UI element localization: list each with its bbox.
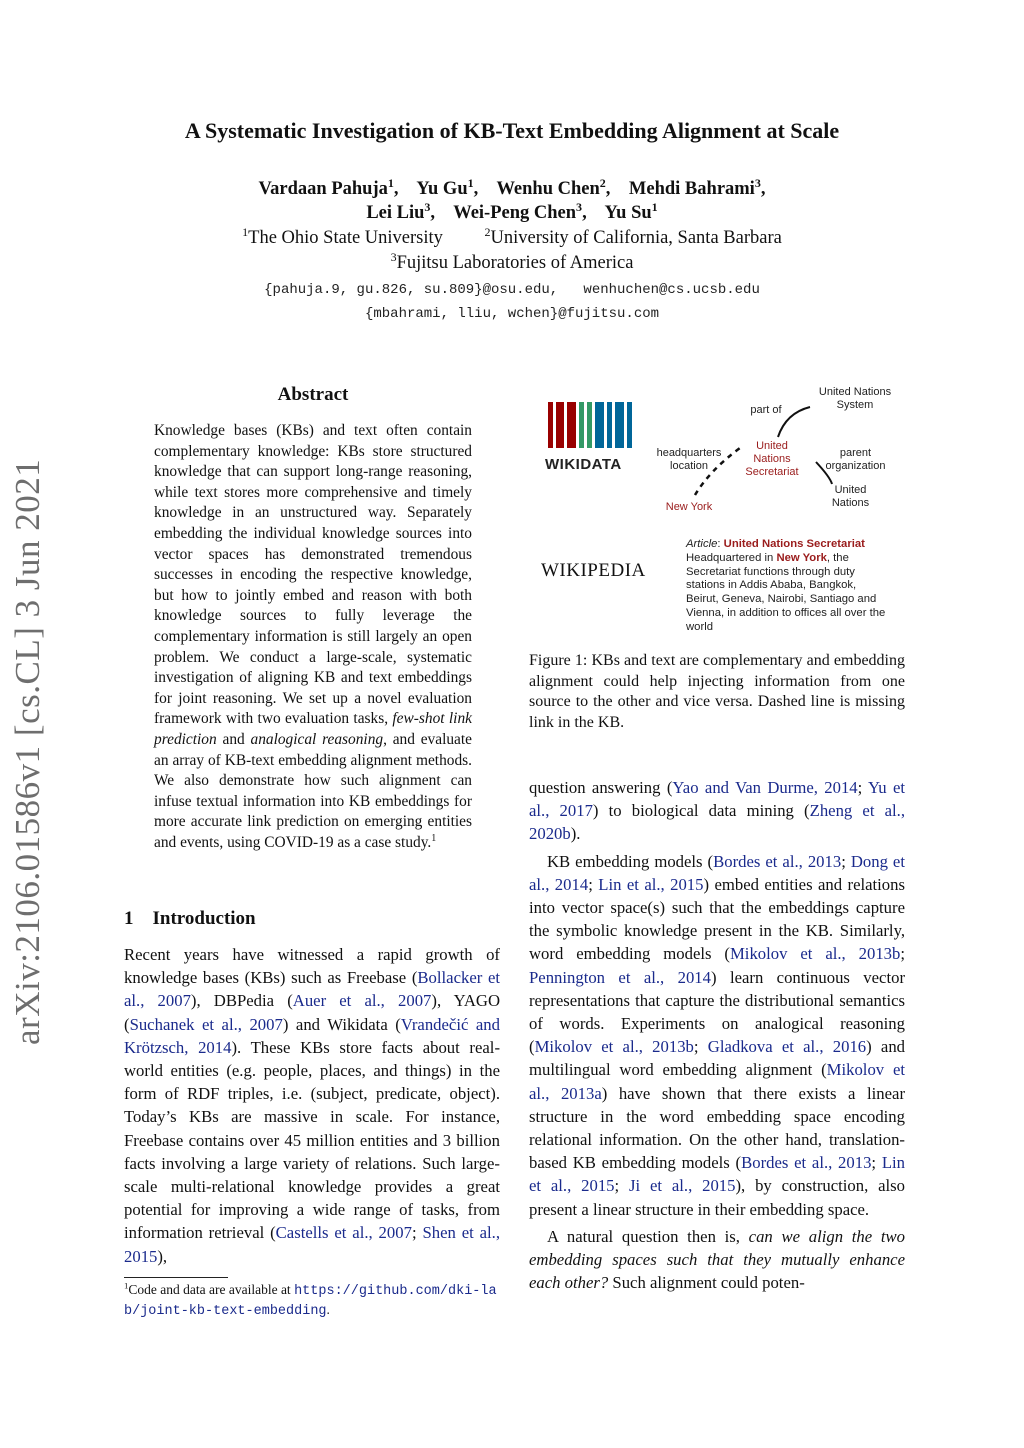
- author-affiliation-mark: 1: [387, 175, 394, 190]
- abstract-task-analogical: analogical reasoning: [250, 730, 384, 748]
- paragraph-text: ), DBPedia (: [190, 991, 293, 1011]
- citation-link[interactable]: Auer et al., 2007: [292, 991, 432, 1011]
- citation-link[interactable]: Yu et al., 2017: [529, 778, 905, 821]
- affiliation-mark: 2: [484, 224, 491, 239]
- citation-link[interactable]: Ji et al., 2015: [629, 1176, 736, 1196]
- figure-1-caption: Figure 1: KBs and text are complementary and embedding alignment could help injecting information from one source to the other and vice versa. Dashed line is missing link in the KB.: [529, 652, 905, 731]
- footnote-mark: 1: [124, 1280, 129, 1291]
- paragraph-text: ).: [570, 824, 581, 844]
- author-affiliation-mark: 1: [467, 175, 474, 190]
- paragraph-text: Recent years have witnessed a rapid growth of knowledge bases (KBs) such as Freebase (: [124, 945, 500, 988]
- citation-link[interactable]: Mikolov et al., 2013b: [534, 1037, 694, 1057]
- paragraph-text: ) to biological data mining (: [592, 801, 810, 821]
- citation-link[interactable]: Zheng et al., 2020b: [529, 801, 906, 844]
- footnote-text: Code and data are available at: [128, 1282, 291, 1297]
- citation-link[interactable]: Shen et al., 2015: [124, 1223, 500, 1266]
- author-line-2: Lei Liu$^3$, Wei-Peng Chen$^3$, Yu Su$^1$: [366, 199, 658, 223]
- author-name: Wei-Peng Chen: [453, 203, 577, 223]
- article-text: , the Secretariat functions through duty stations in Addis Ababa, Bangkok, Beirut, Geneva, Nairobi, Santiago and Vienna, in addition to offices all over the world: [686, 551, 886, 633]
- footnote: [124, 1281, 504, 1321]
- right-column-text: [529, 776, 905, 1294]
- paragraph-text: ), by construction, also present a linear structure in their embedding space.: [529, 1176, 906, 1219]
- affiliation-mark: 3: [390, 249, 397, 264]
- paragraph-text: A natural question then is,: [547, 1226, 749, 1246]
- emails-line-1: [0, 282, 1024, 298]
- footnote-text: .: [326, 1302, 330, 1317]
- introduction-paragraph: [124, 943, 500, 1268]
- edge-label-headquarters-location: headquarters location: [656, 447, 722, 472]
- citation-link[interactable]: Suchanek et al., 2007: [129, 1014, 283, 1034]
- paragraph-text: ) have shown that there exists a linear structure in the word embedding space encoding relational information. On the other hand, translation-based KB embedding models (: [529, 1083, 906, 1173]
- node-un-secretariat: United Nations Secretariat: [745, 440, 799, 478]
- citation-link[interactable]: Bordes et al., 2013: [741, 1153, 872, 1173]
- author-affiliation-mark: 2: [599, 175, 606, 190]
- paragraph-text: ) embed entities and relations into vector space(s) such that the embeddings capture the symbolic knowledge present in the KB. Similarly, word embedding models (: [529, 874, 905, 964]
- author-name: Vardaan Pahuja: [258, 179, 388, 199]
- wikipedia-article-snippet: [686, 538, 886, 635]
- paragraph-text: ). These KBs store facts about real-world entities (e.g. people, places, and things) in the form of RDF triples, i.e. (subject, predicate, object). Today’s KBs are massive in scale. For instance, Freebase contains over 45 million entities and 3 billion facts involving a large variety of relations. Such large-scale multi-relational knowledge provides a great potential for improving a wide range of tasks, from information retrieval (: [124, 1037, 500, 1243]
- paragraph-text: ), YAGO (: [124, 991, 501, 1034]
- affiliations-line-2: [0, 249, 1024, 274]
- affiliation-fujitsu: Fujitsu Laboratories of America: [396, 253, 634, 273]
- citation-link[interactable]: Pennington et al., 2014: [529, 967, 711, 987]
- research-question: can we align the two embedding spaces such that they mutually enhance each other?: [529, 1226, 906, 1293]
- paragraph-text: ;: [693, 1037, 708, 1057]
- article-label: Article: [686, 538, 718, 550]
- paragraph-kb-embedding: [529, 850, 905, 1221]
- paragraph-text: ;: [614, 1176, 630, 1196]
- paragraph-text: KB embedding models (: [547, 851, 714, 871]
- abstract-text: , and evaluate an array of KB-text embedding alignment methods. We also demonstrate how such alignment can infuse textual information into KB embeddings for more accurate link prediction on emerging entities and events, using COVID-19 as a case study.: [154, 730, 472, 851]
- citation-link[interactable]: Gladkova et al., 2016: [707, 1037, 867, 1057]
- paragraph-text: Such alignment could poten-: [608, 1273, 805, 1293]
- paper-title: A Systematic Investigation of KB-Text Embedding Alignment at Scale: [184, 118, 840, 143]
- citation-link[interactable]: Dong et al., 2014: [529, 851, 905, 894]
- abstract-task-few-shot: few-shot link prediction: [154, 710, 472, 748]
- edge-label-part-of: part of: [750, 404, 782, 416]
- citation-link[interactable]: Mikolov et al., 2013a: [529, 1060, 905, 1103]
- paragraph-text: ;: [871, 1153, 882, 1173]
- article-title: United Nations Secretariat: [723, 538, 865, 550]
- email-osu: {pahuja.9, gu.826, su.809}@osu.edu,: [264, 282, 559, 298]
- node-un-system: United Nations System: [818, 386, 892, 411]
- citation-link[interactable]: Bordes et al., 2013: [713, 851, 842, 871]
- paragraph-text: ;: [857, 778, 869, 797]
- abstract-body: [154, 421, 472, 853]
- author-affiliation-mark: 1: [651, 199, 658, 214]
- node-new-york: New York: [665, 501, 713, 513]
- paragraph-natural-question: [529, 1225, 905, 1295]
- paragraph-text: ) and Wikidata (: [282, 1014, 401, 1034]
- article-text: Headquartered in: [686, 551, 777, 564]
- paragraph-text: ) and multilingual word embedding alignment (: [529, 1037, 906, 1080]
- github-link[interactable]: https://github.com/dki-lab/joint-kb-text-embedding: [124, 1284, 497, 1319]
- abstract-text: Knowledge bases (KBs) and text often contain complementary knowledge: KBs store structured knowledge that can support long-range reasoning, while text stores more comprehensive and timely knowledge in an unstructured way. Separately embedding the individual knowledge sources into vector spaces has demonstrated tremendous successes in encoding the respective knowledge, but how to jointly embed and reason with both knowledge sources to fully leverage the complementary information is still largely an open problem. We conduct a large-scale, systematic investigation of aligning KB and text embeddings for joint reasoning. We set up a novel evaluation framework with two evaluation tasks,: [154, 422, 472, 728]
- abstract-text: and: [222, 730, 245, 748]
- paragraph-text: ;: [588, 874, 599, 894]
- paragraph-continued: [529, 776, 905, 846]
- section-number: 1: [124, 908, 134, 929]
- paragraph-text: ),: [157, 1246, 168, 1266]
- node-united-nations: United Nations: [831, 484, 870, 509]
- author-name: Wenhu Chen: [496, 179, 600, 199]
- author-affiliation-mark: 3: [754, 175, 761, 190]
- citation-link[interactable]: Castells et al., 2007: [275, 1223, 412, 1243]
- author-name: Lei Liu: [366, 203, 425, 223]
- wikipedia-logo: WIKIPEDIA: [541, 560, 646, 581]
- affiliation-mark: 1: [242, 224, 249, 239]
- citation-link[interactable]: Yao and Van Durme, 2014: [672, 778, 858, 797]
- citation-link[interactable]: Lin et al., 2015: [529, 1153, 905, 1196]
- email-ucsb: wenhuchen@cs.ucsb.edu: [583, 282, 760, 298]
- paragraph-text: ;: [900, 944, 905, 964]
- author-affiliation-mark: 3: [576, 199, 583, 214]
- abstract-heading: Abstract: [277, 384, 349, 405]
- citation-link[interactable]: Mikolov et al., 2013b: [729, 944, 901, 964]
- author-name: Yu Su: [604, 203, 652, 223]
- affiliation-ohio-state: The Ohio State University: [248, 228, 443, 248]
- affiliations-line-1: [0, 224, 1024, 249]
- arxiv-identifier: arXiv:2106.01586v1 [cs.CL] 3 Jun 2021: [8, 458, 47, 1045]
- article-text: :: [717, 538, 724, 550]
- author-line-1: Vardaan Pahuja$^1$, Yu Gu$^1$, Wenhu Chen$^2$, Mehdi Bahrami$^3$,: [258, 175, 766, 199]
- author-name: Mehdi Bahrami: [628, 179, 755, 199]
- author-name: Yu Gu: [416, 179, 468, 199]
- author-affiliation-mark: 3: [424, 199, 431, 214]
- email-fujitsu: {mbahrami, lliu, wchen}@fujitsu.com: [364, 306, 660, 322]
- paragraph-text: ;: [841, 851, 851, 871]
- wikidata-logo-text: WIKIDATA: [545, 456, 622, 473]
- edge-label-parent-organization: parent organization: [825, 447, 886, 472]
- section-heading-introduction: [124, 908, 256, 930]
- paragraph-text: ) learn continuous vector representations that capture the distributional semantics of words. Experiments on analogical reasoning (: [529, 967, 906, 1057]
- emails-line-2: [0, 306, 1024, 322]
- section-title: Introduction: [152, 908, 256, 929]
- paragraph-text: question answering (: [529, 778, 673, 797]
- paragraph-text: ;: [411, 1223, 423, 1243]
- citation-link[interactable]: Vrandečić and Krötzsch, 2014: [124, 1014, 500, 1057]
- citation-link[interactable]: Lin et al., 2015: [598, 874, 704, 894]
- footnote-rule: [124, 1277, 228, 1278]
- affiliation-ucsb: University of California, Santa Barbara: [490, 228, 782, 248]
- citation-link[interactable]: Bollacker et al., 2007: [124, 968, 500, 1011]
- article-entity-new-york: New York: [776, 551, 827, 564]
- footnote-mark: 1: [431, 832, 437, 844]
